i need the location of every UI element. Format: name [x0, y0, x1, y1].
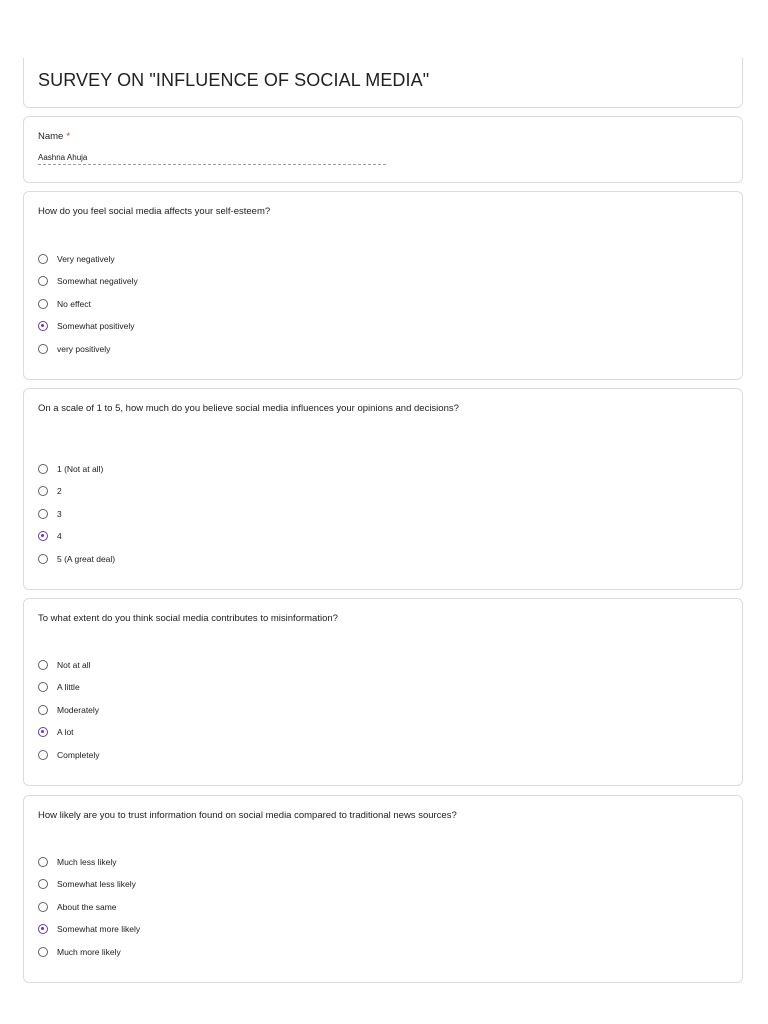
- question-2-option-5[interactable]: [38, 552, 115, 566]
- radio-button[interactable]: [38, 509, 48, 519]
- option-label: very positively: [57, 344, 111, 354]
- name-input-underline: [38, 164, 386, 165]
- name-label-text: Name: [38, 131, 64, 142]
- question-4-option-4[interactable]: [38, 922, 140, 936]
- question-3-option-3[interactable]: [38, 703, 99, 717]
- radio-button[interactable]: [38, 554, 48, 564]
- option-label: About the same: [57, 902, 117, 912]
- question-4-option-5[interactable]: [38, 945, 121, 959]
- question-4-option-3[interactable]: [38, 900, 117, 914]
- radio-button[interactable]: [38, 660, 48, 670]
- option-label: Somewhat negatively: [57, 276, 138, 286]
- question-1-option-1[interactable]: [38, 252, 115, 266]
- option-label: No effect: [57, 299, 91, 309]
- question-3-option-4[interactable]: [38, 725, 74, 739]
- radio-button[interactable]: [38, 857, 48, 867]
- radio-button[interactable]: [38, 682, 48, 692]
- question-1-option-2[interactable]: [38, 274, 138, 288]
- question-4-text: How likely are you to trust information found on social media compared to traditional news sources?: [38, 810, 457, 821]
- radio-button[interactable]: [38, 299, 48, 309]
- question-3-option-1[interactable]: [38, 658, 91, 672]
- question-4-option-1[interactable]: [38, 855, 117, 869]
- option-label: Not at all: [57, 660, 91, 670]
- question-2-option-1[interactable]: [38, 462, 103, 476]
- radio-button[interactable]: [38, 750, 48, 760]
- form-title: SURVEY ON "INFLUENCE OF SOCIAL MEDIA": [38, 70, 430, 90]
- question-2-option-4[interactable]: [38, 529, 62, 543]
- radio-button-selected[interactable]: [38, 321, 48, 331]
- form-header-card: [23, 58, 743, 108]
- option-label: Very negatively: [57, 254, 115, 264]
- option-label: Somewhat less likely: [57, 879, 136, 889]
- radio-button[interactable]: [38, 486, 48, 496]
- option-label: 4: [57, 531, 62, 541]
- question-2-option-3[interactable]: [38, 507, 62, 521]
- option-label: 3: [57, 509, 62, 519]
- required-asterisk: *: [66, 131, 71, 142]
- name-question-card: [23, 116, 743, 183]
- question-1-option-5[interactable]: [38, 342, 110, 356]
- option-label: Somewhat positively: [57, 321, 135, 331]
- question-3-text: To what extent do you think social media contributes to misinformation?: [38, 613, 338, 624]
- question-1-text: How do you feel social media affects your self-esteem?: [38, 206, 271, 217]
- option-label: 2: [57, 486, 62, 496]
- option-label: Much less likely: [57, 857, 117, 867]
- option-label: 1 (Not at all): [57, 464, 104, 474]
- radio-button[interactable]: [38, 276, 48, 286]
- option-label: Much more likely: [57, 947, 121, 957]
- question-2-text: On a scale of 1 to 5, how much do you believe social media influences your opinions and decisions?: [38, 403, 459, 414]
- option-label: Completely: [57, 750, 100, 760]
- question-1-option-3[interactable]: [38, 297, 91, 311]
- option-label: Somewhat more likely: [57, 924, 141, 934]
- radio-button-selected[interactable]: [38, 531, 48, 541]
- name-label: [38, 131, 70, 142]
- question-3-option-2[interactable]: [38, 680, 80, 694]
- radio-button[interactable]: [38, 344, 48, 354]
- radio-button[interactable]: [38, 947, 48, 957]
- option-label: A little: [57, 682, 80, 692]
- radio-button-selected[interactable]: [38, 727, 48, 737]
- radio-button[interactable]: [38, 254, 48, 264]
- radio-button-selected[interactable]: [38, 924, 48, 934]
- question-1-option-4[interactable]: [38, 319, 134, 333]
- question-card-3: [23, 598, 743, 786]
- question-2-option-2[interactable]: [38, 484, 62, 498]
- question-card-2: [23, 388, 743, 590]
- question-4-option-2[interactable]: [38, 877, 136, 891]
- radio-button[interactable]: [38, 902, 48, 912]
- radio-button[interactable]: [38, 705, 48, 715]
- option-label: 5 (A great deal): [57, 554, 116, 564]
- option-label: A lot: [57, 727, 74, 737]
- question-3-option-5[interactable]: [38, 748, 100, 762]
- radio-button[interactable]: [38, 464, 48, 474]
- question-card-4: [23, 795, 743, 983]
- name-input[interactable]: Aashna Ahuja: [38, 153, 88, 162]
- question-card-1: [23, 191, 743, 380]
- option-label: Moderately: [57, 705, 100, 715]
- radio-button[interactable]: [38, 879, 48, 889]
